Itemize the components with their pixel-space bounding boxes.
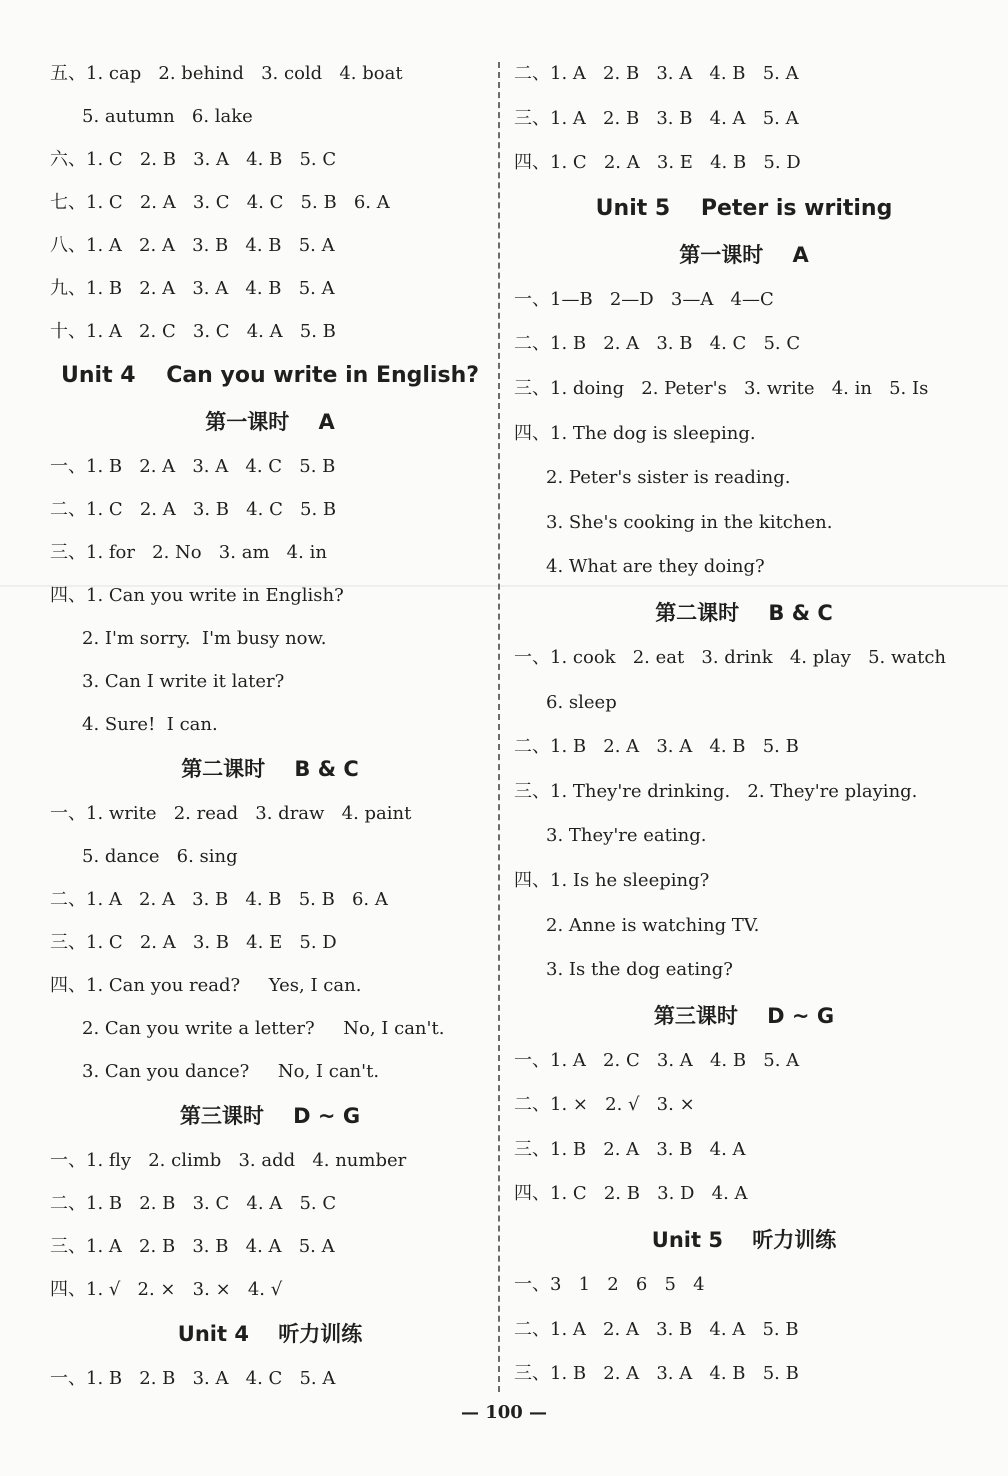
answer-line: 三、1. A 2. B 3. B 4. A 5. A (50, 1236, 335, 1257)
answer-line: 一、1. B 2. B 3. A 4. C 5. A (50, 1368, 336, 1389)
answer-line: 四、1. The dog is sleeping. (514, 422, 756, 444)
answer-line: 3. Can you dance? No, I can't. (82, 1061, 380, 1082)
section-heading: Unit 4 听力训练 (177, 1322, 363, 1346)
answer-line: 二、1. B 2. A 3. B 4. C 5. C (514, 333, 801, 355)
answer-line: 5. autumn 6. lake (82, 106, 253, 127)
right-answer-column (514, 52, 974, 1397)
answer-line: 三、1. C 2. A 3. B 4. E 5. D (50, 932, 337, 953)
answer-line: 四、1. Can you read? Yes, I can. (50, 975, 362, 996)
answer-line: 四、1. Can you write in English? (50, 585, 344, 606)
answer-line: 2. Can you write a letter? No, I can't. (82, 1018, 445, 1039)
answer-line: 4. Sure! I can. (82, 714, 218, 735)
answer-line: 2. I'm sorry. I'm busy now. (82, 628, 327, 649)
left-answer-column (50, 52, 490, 1400)
column-divider (498, 62, 500, 1392)
answer-line: 二、1. B 2. A 3. A 4. B 5. B (514, 736, 799, 758)
answer-line: 一、1—B 2—D 3—A 4—C (514, 288, 774, 310)
answer-line: 四、1. C 2. B 3. D 4. A (514, 1183, 748, 1205)
page-number: — 100 — (460, 1402, 548, 1423)
unit-title: Unit 4 Can you write in English? (61, 363, 479, 388)
answer-line: 3. Is the dog eating? (546, 959, 733, 981)
section-heading: 第三课时 D ~ G (179, 1104, 361, 1128)
section-heading: 第二课时 B & C (655, 600, 833, 625)
answer-line: 二、1. C 2. A 3. B 4. C 5. B (50, 499, 337, 520)
answer-line: 3. She's cooking in the kitchen. (546, 511, 833, 533)
answer-line: 二、1. A 2. A 3. B 4. B 5. B 6. A (50, 889, 388, 910)
answer-line: 三、1. for 2. No 3. am 4. in (50, 542, 327, 563)
section-heading: 第一课时 A (205, 410, 335, 434)
answer-line: 三、1. B 2. A 3. B 4. A (514, 1138, 746, 1160)
answer-line: 五、1. cap 2. behind 3. cold 4. boat (50, 63, 403, 84)
answer-line: 三、1. They're drinking. 2. They're playing. (514, 780, 918, 802)
answer-line: 二、1. A 2. B 3. A 4. B 5. A (514, 63, 799, 84)
answer-line: 二、1. A 2. A 3. B 4. A 5. B (514, 1318, 799, 1340)
answer-line: 一、1. cook 2. eat 3. drink 4. play 5. watch (514, 646, 947, 668)
answer-line: 七、1. C 2. A 3. C 4. C 5. B 6. A (50, 192, 390, 213)
answer-line: 6. sleep (546, 691, 617, 713)
answer-line: 三、1. doing 2. Peter's 3. write 4. in 5. Is (514, 377, 929, 399)
section-heading: Unit 5 听力训练 (651, 1228, 837, 1253)
answer-line: 十、1. A 2. C 3. C 4. A 5. B (50, 321, 336, 342)
answer-line: 4. What are they doing? (546, 556, 765, 578)
answer-line: 三、1. B 2. A 3. A 4. B 5. B (514, 1363, 799, 1385)
answer-line: 四、1. Is he sleeping? (514, 869, 710, 891)
answer-line: 一、1. fly 2. climb 3. add 4. number (50, 1150, 407, 1171)
section-heading: 第一课时 A (679, 242, 809, 267)
answer-line: 一、3 1 2 6 5 4 (514, 1274, 705, 1296)
answer-line: 2. Anne is watching TV. (546, 914, 760, 936)
answer-line: 2. Peter's sister is reading. (546, 467, 791, 489)
answer-line: 二、1. × 2. √ 3. × (514, 1094, 695, 1116)
section-heading: 第二课时 B & C (181, 757, 359, 781)
answer-line: 一、1. write 2. read 3. draw 4. paint (50, 803, 412, 824)
answer-line: 一、1. B 2. A 3. A 4. C 5. B (50, 456, 336, 477)
answer-line: 三、1. A 2. B 3. B 4. A 5. A (514, 107, 799, 129)
answer-line: 5. dance 6. sing (82, 846, 238, 867)
answer-line: 3. They're eating. (546, 825, 707, 847)
answer-line: 六、1. C 2. B 3. A 4. B 5. C (50, 149, 337, 170)
answer-line: 九、1. B 2. A 3. A 4. B 5. A (50, 278, 335, 299)
answer-line: 四、1. C 2. A 3. E 4. B 5. D (514, 152, 801, 174)
unit-title: Unit 5 Peter is writing (595, 195, 893, 221)
answer-line: 二、1. B 2. B 3. C 4. A 5. C (50, 1193, 337, 1214)
answer-line: 八、1. A 2. A 3. B 4. B 5. A (50, 235, 335, 256)
answer-line: 一、1. A 2. C 3. A 4. B 5. A (514, 1049, 800, 1071)
section-heading: 第三课时 D ~ G (653, 1003, 835, 1028)
answer-line: 3. Can I write it later? (82, 671, 285, 692)
answer-line: 四、1. √ 2. × 3. × 4. √ (50, 1279, 283, 1300)
